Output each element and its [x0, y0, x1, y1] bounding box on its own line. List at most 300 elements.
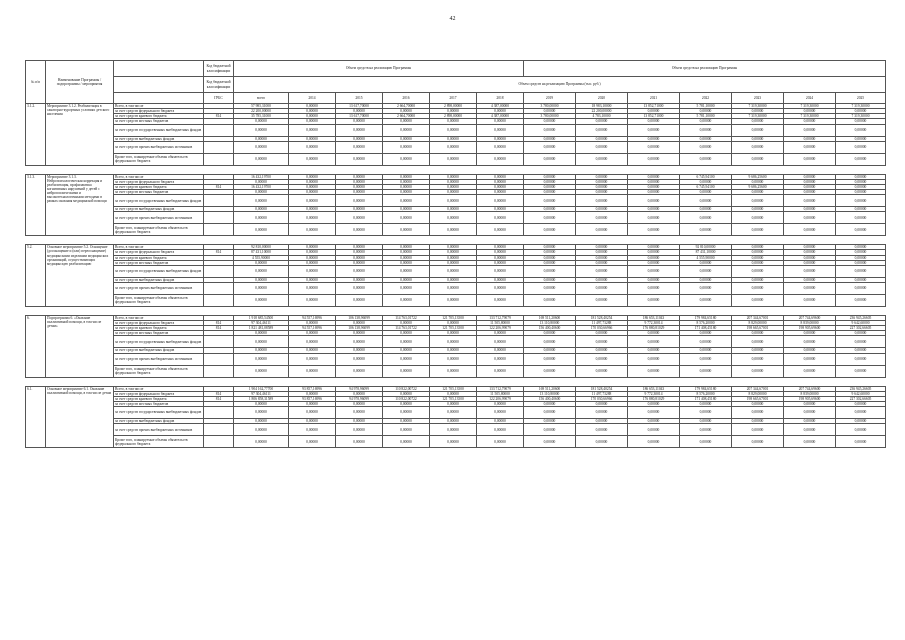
- amount-cell: 0,00000: [628, 245, 680, 250]
- amount-cell: 0,00000: [576, 401, 628, 406]
- amount-cell: 0,00000: [383, 353, 430, 365]
- amount-cell: 0,00000: [383, 124, 430, 136]
- amount-cell: 0,00000: [680, 260, 732, 265]
- amount-cell: 0,00000: [430, 436, 477, 448]
- amount-cell: 0,00000: [784, 250, 836, 255]
- amount-cell: 1 821 481,08589: [234, 326, 289, 331]
- amount-cell: 11 497,73288: [576, 321, 628, 326]
- amount-cell: 0,00000: [383, 153, 430, 165]
- amount-cell: 97 304,46111: [234, 391, 289, 396]
- amount-cell: 0,00000: [628, 190, 680, 195]
- amount-cell: 0,00000: [784, 255, 836, 260]
- funding-source: за счет средств местных бюджетов: [114, 190, 204, 195]
- item-name: Основное мероприятие 5.2. Оснащение (дооснащение и (или) переоснащение) медицинскими изделиями медицинских организаций, осуществляющих медицинскую реабилитацию: [46, 245, 114, 307]
- amount-cell: 0,00000: [477, 245, 524, 250]
- amount-cell: 0,00000: [477, 255, 524, 260]
- amount-cell: 0,00000: [430, 190, 477, 195]
- amount-cell: 0,00000: [784, 119, 836, 124]
- amount-cell: 0,00000: [430, 321, 477, 326]
- amount-cell: 198 665,67001: [732, 326, 784, 331]
- funding-source: за счет средств федерального бюджета: [114, 179, 204, 184]
- amount-cell: 0,00000: [524, 255, 576, 260]
- amount-cell: 0,00000: [576, 331, 628, 336]
- amount-cell: 181 528,40254: [576, 386, 628, 391]
- amount-cell: 0,00000: [477, 179, 524, 184]
- amount-cell: 13 110,80000: [524, 321, 576, 326]
- amount-cell: 0,00000: [336, 401, 383, 406]
- amount-cell: 0,00000: [477, 294, 524, 306]
- header-blank-3: [114, 93, 204, 104]
- amount-cell: 0,00000: [336, 424, 383, 436]
- funding-source: за счет средств прочих внебюджетных источников: [114, 212, 204, 224]
- amount-cell: 0,00000: [576, 190, 628, 195]
- amount-cell: 0,00000: [524, 245, 576, 250]
- funding-source: Кроме того, планируемые объемы обязательств федерального бюджета: [114, 153, 204, 165]
- amount-cell: 181 528,40254: [576, 315, 628, 320]
- amount-cell: 0,00000: [576, 250, 628, 255]
- funding-source: за счет средств федерального бюджета: [114, 321, 204, 326]
- amount-cell: 0,00000: [336, 365, 383, 377]
- amount-cell: 8 576,20000: [680, 321, 732, 326]
- amount-cell: 0,00000: [430, 136, 477, 141]
- amount-cell: 0,00000: [680, 190, 732, 195]
- amount-cell: 0,00000: [524, 424, 576, 436]
- amount-cell: 0,00000: [289, 195, 336, 207]
- amount-cell: 0,00000: [680, 348, 732, 353]
- amount-cell: 0,00000: [524, 407, 576, 419]
- amount-cell: 0,00000: [289, 282, 336, 294]
- amount-cell: 0,00000: [784, 179, 836, 184]
- amount-cell: 0,00000: [680, 419, 732, 424]
- amount-cell: 0,00000: [477, 212, 524, 224]
- amount-cell: 0,00000: [383, 294, 430, 306]
- grbs-code: 814: [204, 250, 234, 255]
- amount-cell: 0,00000: [430, 365, 477, 377]
- amount-cell: 93 857,16996: [289, 396, 336, 401]
- table-row: [26, 265, 886, 277]
- amount-cell: 0,00000: [680, 353, 732, 365]
- amount-cell: 0,00000: [836, 260, 886, 265]
- amount-cell: 16 432,19700: [234, 174, 289, 179]
- funding-source: за счет средств внебюджетных фондов: [114, 207, 204, 212]
- amount-cell: 0,00000: [289, 277, 336, 282]
- amount-cell: 0,00000: [732, 260, 784, 265]
- funding-source: за счет средств государственных внебюджетных фондов: [114, 336, 204, 348]
- amount-cell: 0,00000: [628, 365, 680, 377]
- amount-cell: 0,00000: [628, 424, 680, 436]
- amount-cell: 207 744,69600: [784, 386, 836, 391]
- amount-cell: 106 138,96099: [336, 326, 383, 331]
- amount-cell: 8 829,00000: [732, 391, 784, 396]
- amount-cell: 0,00000: [336, 353, 383, 365]
- amount-cell: 0,00000: [680, 119, 732, 124]
- amount-cell: 0,00000: [524, 174, 576, 179]
- amount-cell: 0,00000: [784, 365, 836, 377]
- amount-cell: 0,00000: [576, 353, 628, 365]
- amount-cell: 0,00000: [732, 436, 784, 448]
- amount-cell: 0,00000: [336, 224, 383, 236]
- amount-cell: 0,00000: [784, 124, 836, 136]
- amount-cell: 0,00000: [680, 136, 732, 141]
- amount-cell: 0,00000: [784, 260, 836, 265]
- amount-cell: 0,00000: [477, 407, 524, 419]
- amount-cell: 0,00000: [234, 294, 289, 306]
- amount-cell: 0,00000: [430, 255, 477, 260]
- amount-cell: 0,00000: [383, 336, 430, 348]
- amount-cell: 176 880,81029: [628, 396, 680, 401]
- amount-cell: 92 810,00000: [234, 245, 289, 250]
- amount-cell: 2 664,70000: [383, 104, 430, 109]
- amount-cell: 0,00000: [289, 401, 336, 406]
- amount-cell: 0,00000: [336, 260, 383, 265]
- amount-cell: 0,00000: [628, 250, 680, 255]
- table-row: [26, 321, 886, 326]
- amount-cell: 0,00000: [289, 104, 336, 109]
- amount-cell: 0,00000: [576, 207, 628, 212]
- amount-cell: 0,00000: [289, 153, 336, 165]
- header-year: 2015: [336, 93, 383, 104]
- table-row: [26, 407, 886, 419]
- amount-cell: 0,00000: [383, 265, 430, 277]
- amount-cell: 0,00000: [732, 407, 784, 419]
- amount-cell: 0,00000: [628, 265, 680, 277]
- amount-cell: 0,00000: [784, 419, 836, 424]
- amount-cell: 0,00000: [680, 141, 732, 153]
- amount-cell: 0,00000: [576, 245, 628, 250]
- amount-cell: 0,00000: [732, 424, 784, 436]
- table-row: [26, 250, 886, 255]
- amount-cell: 236 945,26605: [836, 315, 886, 320]
- amount-cell: 13 852,71000: [628, 114, 680, 119]
- amount-cell: 0,00000: [628, 212, 680, 224]
- funding-source: за счет средств прочих внебюджетных источников: [114, 141, 204, 153]
- amount-cell: 0,00000: [576, 265, 628, 277]
- amount-cell: 0,00000: [477, 190, 524, 195]
- amount-cell: 0,00000: [524, 353, 576, 365]
- header-year: 2020: [576, 93, 628, 104]
- amount-cell: 0,00000: [732, 119, 784, 124]
- amount-cell: 0,00000: [680, 436, 732, 448]
- amount-cell: 0,00000: [628, 141, 680, 153]
- amount-cell: 0,00000: [289, 174, 336, 179]
- amount-cell: 0,00000: [289, 436, 336, 448]
- grbs-code: [204, 153, 234, 165]
- amount-cell: 2 898,00000: [430, 114, 477, 119]
- amount-cell: 0,00000: [576, 224, 628, 236]
- amount-cell: 16 432,19700: [234, 184, 289, 189]
- amount-cell: 0,00000: [477, 174, 524, 179]
- table-row: [26, 348, 886, 353]
- amount-cell: 0,00000: [430, 224, 477, 236]
- funding-source: за счет средств краевого бюджета: [114, 326, 204, 331]
- amount-cell: 0,00000: [524, 136, 576, 141]
- amount-cell: 0,00000: [336, 419, 383, 424]
- amount-cell: 0,00000: [336, 336, 383, 348]
- funding-source: Кроме того, планируемые объемы обязательств федерального бюджета: [114, 436, 204, 448]
- group-separator: [26, 165, 886, 174]
- header-grbs: ГРБС: [204, 93, 234, 104]
- amount-cell: 2 898,00000: [430, 104, 477, 109]
- amount-cell: 0,00000: [680, 277, 732, 282]
- amount-cell: 8 829,00000: [732, 321, 784, 326]
- amount-cell: 227 302,66605: [836, 326, 886, 331]
- amount-cell: 0,00000: [524, 119, 576, 124]
- amount-cell: 0,00000: [836, 184, 886, 189]
- grbs-code: [204, 353, 234, 365]
- item-name: Основное мероприятие 6.1. Оказание паллиативной помощи, в том числе детям: [46, 386, 114, 448]
- funding-source: за счет средств прочих внебюджетных источников: [114, 424, 204, 436]
- amount-cell: 0,00000: [680, 424, 732, 436]
- amount-cell: 0,00000: [732, 255, 784, 260]
- amount-cell: 0,00000: [430, 282, 477, 294]
- amount-cell: 171 408,45180: [680, 326, 732, 331]
- funding-source: Всего, в том числе: [114, 174, 204, 179]
- amount-cell: 0,00000: [732, 265, 784, 277]
- amount-cell: 170 030,66966: [576, 396, 628, 401]
- amount-cell: 0,00000: [732, 250, 784, 255]
- separator-cell: [26, 306, 886, 315]
- table-row: [26, 260, 886, 265]
- amount-cell: 8 576,20000: [680, 391, 732, 396]
- funding-source: за счет средств государственных внебюджетных фондов: [114, 124, 204, 136]
- table-row: [26, 282, 886, 294]
- amount-cell: 0,00000: [524, 190, 576, 195]
- amount-cell: 0,00000: [836, 365, 886, 377]
- amount-cell: 0,00000: [383, 407, 430, 419]
- amount-cell: 0,00000: [628, 153, 680, 165]
- amount-cell: 0,00000: [576, 277, 628, 282]
- amount-cell: 0,00000: [477, 436, 524, 448]
- amount-cell: 0,00000: [836, 119, 886, 124]
- amount-cell: 0,00000: [430, 153, 477, 165]
- amount-cell: 9 642,60000: [836, 321, 886, 326]
- amount-cell: 236 945,26605: [836, 386, 886, 391]
- funding-source: за счет средств внебюджетных фондов: [114, 348, 204, 353]
- amount-cell: 0,00000: [784, 136, 836, 141]
- amount-cell: 0,00000: [784, 353, 836, 365]
- amount-cell: 0,00000: [336, 245, 383, 250]
- amount-cell: 179 984,65180: [680, 315, 732, 320]
- amount-cell: 0,00000: [524, 260, 576, 265]
- amount-cell: 0,00000: [234, 119, 289, 124]
- funding-source: за счет средств внебюджетных фондов: [114, 419, 204, 424]
- amount-cell: 0,00000: [628, 174, 680, 179]
- amount-cell: 0,00000: [576, 260, 628, 265]
- amount-cell: 0,00000: [836, 245, 886, 250]
- amount-cell: 0,00000: [628, 119, 680, 124]
- amount-cell: 0,00000: [430, 265, 477, 277]
- amount-cell: 0,00000: [234, 419, 289, 424]
- amount-cell: 0,00000: [234, 407, 289, 419]
- amount-cell: 1 918 685,54500: [234, 315, 289, 320]
- amount-cell: 122 206,99079: [477, 326, 524, 331]
- amount-cell: 0,00000: [234, 195, 289, 207]
- amount-cell: 0,00000: [477, 224, 524, 236]
- amount-cell: 87 431,10000: [680, 250, 732, 255]
- funding-source: Кроме того, планируемые объемы обязательств федерального бюджета: [114, 365, 204, 377]
- amount-cell: 0,00000: [732, 282, 784, 294]
- amount-cell: 110 822,00722: [383, 396, 430, 401]
- amount-cell: 0,00000: [430, 141, 477, 153]
- amount-cell: 3 780,00000: [524, 114, 576, 119]
- amount-cell: 0,00000: [336, 141, 383, 153]
- amount-cell: 0,00000: [383, 321, 430, 326]
- funding-source: Всего, в том числе: [114, 245, 204, 250]
- amount-cell: 0,00000: [628, 401, 680, 406]
- amount-cell: 0,00000: [477, 336, 524, 348]
- amount-cell: 0,00000: [430, 419, 477, 424]
- amount-cell: 87 431,10000: [234, 250, 289, 255]
- amount-cell: 0,00000: [732, 195, 784, 207]
- funding-source: за счет средств государственных внебюджетных фондов: [114, 407, 204, 419]
- amount-cell: 0,00000: [836, 401, 886, 406]
- amount-cell: 0,00000: [289, 353, 336, 365]
- table-row: [26, 153, 886, 165]
- header-year: 2022: [680, 93, 732, 104]
- amount-cell: 0,00000: [477, 260, 524, 265]
- amount-cell: 0,00000: [383, 348, 430, 353]
- amount-cell: 0,00000: [289, 119, 336, 124]
- amount-cell: 18 983,10000: [576, 104, 628, 109]
- amount-cell: 0,00000: [576, 419, 628, 424]
- table-row: [26, 396, 886, 401]
- amount-cell: 0,00000: [784, 348, 836, 353]
- amount-cell: 121 705,13500: [430, 386, 477, 391]
- amount-cell: 0,00000: [784, 141, 836, 153]
- amount-cell: 0,00000: [289, 250, 336, 255]
- amount-cell: 0,00000: [836, 174, 886, 179]
- amount-cell: 0,00000: [289, 224, 336, 236]
- table-row: [26, 353, 886, 365]
- amount-cell: 0,00000: [628, 207, 680, 212]
- amount-cell: 0,00000: [680, 331, 732, 336]
- amount-cell: 0,00000: [336, 294, 383, 306]
- amount-cell: 0,00000: [836, 424, 886, 436]
- amount-cell: 0,00000: [524, 224, 576, 236]
- item-number: 5.2.: [26, 245, 46, 307]
- amount-cell: 0,00000: [836, 407, 886, 419]
- table-row: [26, 331, 886, 336]
- table-row: [26, 401, 886, 406]
- amount-cell: 0,00000: [234, 141, 289, 153]
- amount-cell: 0,00000: [336, 348, 383, 353]
- funding-source: за счет средств местных бюджетов: [114, 331, 204, 336]
- amount-cell: 0,00000: [524, 294, 576, 306]
- amount-cell: 0,00000: [336, 250, 383, 255]
- amount-cell: 122 206,99079: [477, 396, 524, 401]
- amount-cell: 0,00000: [524, 401, 576, 406]
- item-number: 6.1.: [26, 386, 46, 448]
- table-row: [26, 184, 886, 189]
- amount-cell: 93 857,16996: [289, 386, 336, 391]
- amount-cell: 0,00000: [524, 436, 576, 448]
- amount-cell: 0,00000: [289, 407, 336, 419]
- amount-cell: 0,00000: [336, 207, 383, 212]
- amount-cell: 0,00000: [234, 424, 289, 436]
- amount-cell: 0,00000: [836, 250, 886, 255]
- amount-cell: 0,00000: [234, 212, 289, 224]
- amount-cell: 0,00000: [680, 195, 732, 207]
- amount-cell: 0,00000: [836, 136, 886, 141]
- amount-cell: 7 319,30000: [732, 114, 784, 119]
- amount-cell: 0,00000: [732, 277, 784, 282]
- amount-cell: 169 511,20600: [524, 315, 576, 320]
- header-blank: [114, 61, 204, 77]
- amount-cell: 0,00000: [336, 321, 383, 326]
- amount-cell: 0,00000: [524, 277, 576, 282]
- amount-cell: 207 344,67001: [732, 315, 784, 320]
- funding-source: за счет средств государственных внебюджетных фондов: [114, 265, 204, 277]
- amount-cell: 0,00000: [289, 109, 336, 114]
- amount-cell: 0,00000: [336, 331, 383, 336]
- amount-cell: 0,00000: [383, 136, 430, 141]
- amount-cell: 94 978,96099: [336, 396, 383, 401]
- amount-cell: 0,00000: [628, 294, 680, 306]
- funding-source: за счет средств краевого бюджета: [114, 184, 204, 189]
- amount-cell: 0,00000: [234, 265, 289, 277]
- grbs-code: [204, 365, 234, 377]
- amount-cell: 0,00000: [576, 424, 628, 436]
- grbs-code: [204, 224, 234, 236]
- amount-cell: 0,00000: [576, 179, 628, 184]
- amount-cell: 0,00000: [234, 282, 289, 294]
- amount-cell: 0,00000: [477, 195, 524, 207]
- header-code-top: Код бюджетной классификации: [204, 61, 234, 77]
- amount-cell: 0,00000: [289, 141, 336, 153]
- amount-cell: 0,00000: [289, 114, 336, 119]
- amount-cell: 4 387,00000: [477, 114, 524, 119]
- amount-cell: 0,00000: [524, 141, 576, 153]
- amount-cell: 7 319,30000: [836, 104, 886, 109]
- amount-cell: 0,00000: [732, 348, 784, 353]
- amount-cell: 0,00000: [732, 331, 784, 336]
- amount-cell: 0,00000: [477, 265, 524, 277]
- amount-cell: 0,00000: [524, 153, 576, 165]
- amount-cell: 0,00000: [477, 419, 524, 424]
- amount-cell: 0,00000: [784, 207, 836, 212]
- amount-cell: 0,00000: [836, 294, 886, 306]
- table-row: [26, 136, 886, 141]
- amount-cell: 7 319,30000: [732, 104, 784, 109]
- grbs-code: [204, 436, 234, 448]
- separator-cell: [26, 165, 886, 174]
- funding-source: за счет средств краевого бюджета: [114, 255, 204, 260]
- amount-cell: 0,00000: [383, 190, 430, 195]
- amount-cell: 0,00000: [680, 212, 732, 224]
- amount-cell: 5 781,10000: [680, 104, 732, 109]
- grbs-code: 814: [204, 184, 234, 189]
- amount-cell: 0,00000: [784, 336, 836, 348]
- amount-cell: 0,00000: [477, 401, 524, 406]
- amount-cell: 0,00000: [234, 353, 289, 365]
- amount-cell: 0,00000: [784, 224, 836, 236]
- amount-cell: 13 110,80000: [524, 391, 576, 396]
- amount-cell: 114 763,01722: [383, 315, 430, 320]
- amount-cell: 0,00000: [784, 153, 836, 165]
- amount-cell: 0,00000: [576, 407, 628, 419]
- grbs-code: [204, 294, 234, 306]
- amount-cell: 0,00000: [289, 190, 336, 195]
- header-year: 2014: [289, 93, 336, 104]
- amount-cell: 0,00000: [576, 255, 628, 260]
- table-row: [26, 109, 886, 114]
- table-row: [26, 207, 886, 212]
- amount-cell: 186 653,11043: [628, 386, 680, 391]
- amount-cell: 0,00000: [576, 195, 628, 207]
- amount-cell: 0,00000: [836, 331, 886, 336]
- amount-cell: 0,00000: [784, 294, 836, 306]
- amount-cell: 0,00000: [784, 277, 836, 282]
